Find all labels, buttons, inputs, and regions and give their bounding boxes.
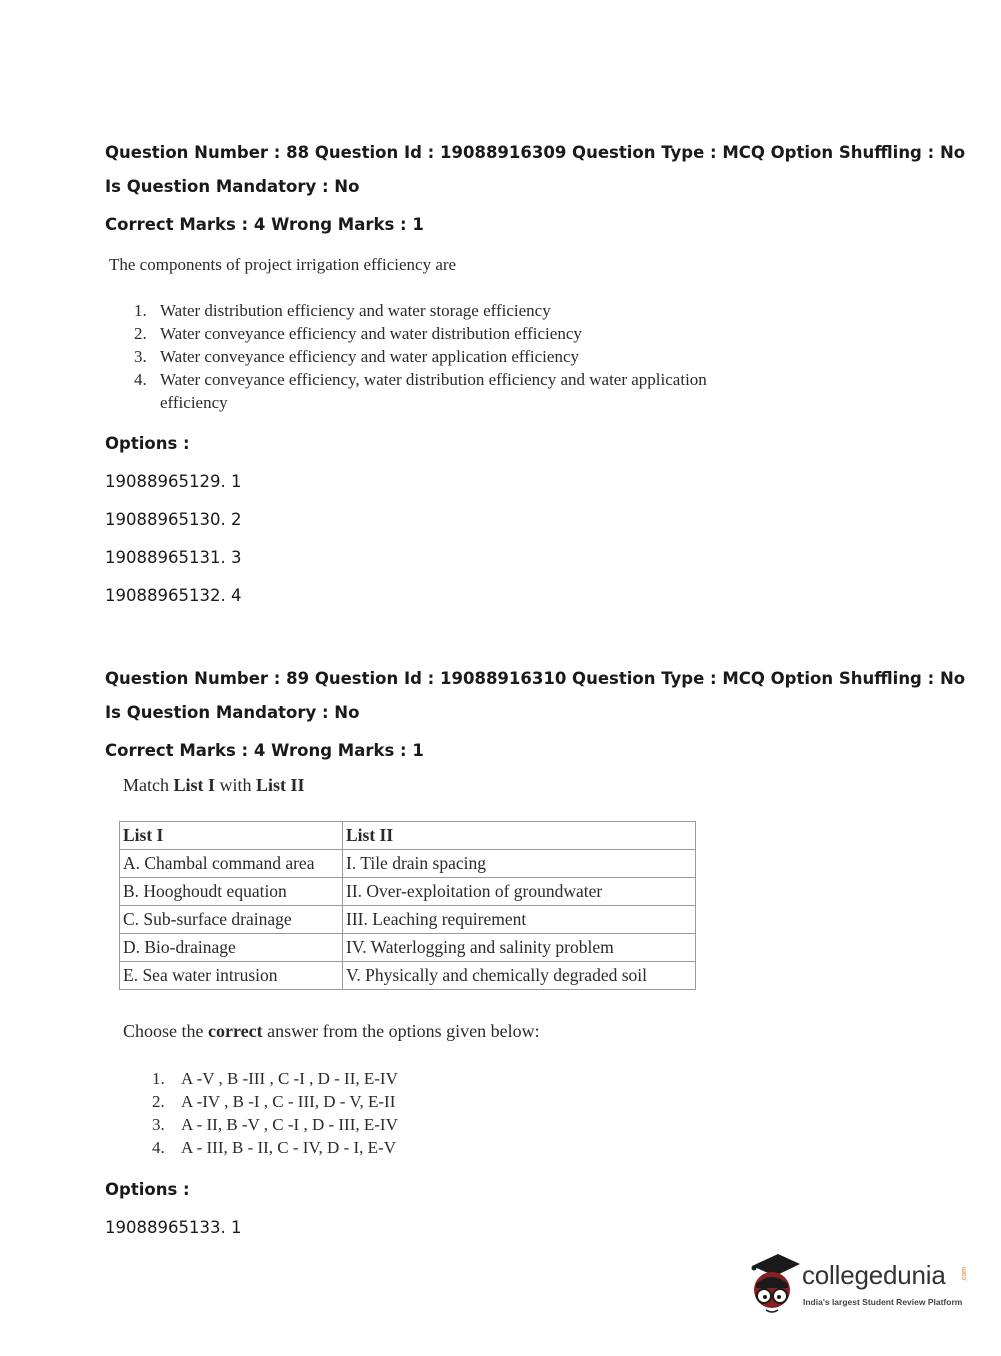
q89-choose-instruction: Choose the correct answer from the options given below:: [123, 1021, 540, 1041]
table-row: [120, 878, 696, 906]
q89-choices: [152, 1067, 552, 1159]
table-row: [120, 962, 696, 990]
q88-mandatory: Is Question Mandatory : No: [105, 177, 360, 196]
choice-item: 3. Water conveyance efficiency and water application efficiency: [134, 347, 579, 366]
choice-item: 4. Water conveyance efficiency, water distribution efficiency and water application efficiency: [134, 370, 707, 412]
table-row: [120, 850, 696, 878]
q88-header: Question Number : 88 Question Id : 19088916309 Question Type : MCQ Option Shuffling : No: [105, 143, 966, 162]
logo-tagline: India's largest Student Review Platform: [803, 1297, 963, 1307]
q88-option: 19088965131. 3: [105, 548, 242, 567]
q88-options-label: Options :: [105, 434, 190, 453]
choice-item: 1. A -V , B -III , C -I , D - II, E-IV: [152, 1069, 398, 1088]
table-cell: A. Chambal command area: [120, 850, 343, 878]
choice-item: 3. A - II, B -V , C -I , D - III, E-IV: [152, 1115, 398, 1134]
q88-marks: Correct Marks : 4 Wrong Marks : 1: [105, 215, 424, 234]
q88-option: 19088965132. 4: [105, 586, 242, 605]
choice-item: 1. Water distribution efficiency and water storage efficiency: [134, 301, 551, 320]
table-header-row: [120, 822, 696, 850]
q88-option: 19088965129. 1: [105, 472, 242, 491]
logo-com: .com: [961, 1267, 968, 1283]
choice-item: 2. Water conveyance efficiency and water distribution efficiency: [134, 324, 582, 343]
table-cell: II. Over-exploitation of groundwater: [343, 878, 696, 906]
table-cell: V. Physically and chemically degraded soil: [343, 962, 696, 990]
q88-stem: The components of project irrigation efficiency are: [109, 255, 457, 274]
table-cell: IV. Waterlogging and salinity problem: [343, 934, 696, 962]
table-row: [120, 906, 696, 934]
table-head-cell: List I: [120, 822, 343, 850]
mascot-icon: [742, 1250, 802, 1320]
q89-mandatory: Is Question Mandatory : No: [105, 703, 360, 722]
q89-header: Question Number : 89 Question Id : 19088916310 Question Type : MCQ Option Shuffling : No: [105, 669, 966, 688]
q89-match-table: [119, 821, 696, 990]
collegedunia-logo: [742, 1250, 972, 1320]
q89-options-label: Options :: [105, 1180, 190, 1199]
q89-option: 19088965133. 1: [105, 1218, 242, 1237]
table-cell: D. Bio-drainage: [120, 934, 343, 962]
table-cell: I. Tile drain spacing: [343, 850, 696, 878]
table-cell: C. Sub-surface drainage: [120, 906, 343, 934]
table-cell: E. Sea water intrusion: [120, 962, 343, 990]
logo-wordmark: collegedunia: [802, 1260, 946, 1290]
table-row: [120, 934, 696, 962]
table-cell: B. Hooghoudt equation: [120, 878, 343, 906]
choice-item: 4. A - III, B - II, C - IV, D - I, E-V: [152, 1138, 396, 1157]
choice-item: 2. A -IV , B -I , C - III, D - V, E-II: [152, 1092, 396, 1111]
q88-choices: [134, 299, 734, 414]
q89-marks: Correct Marks : 4 Wrong Marks : 1: [105, 741, 424, 760]
table-head-cell: List II: [343, 822, 696, 850]
table-cell: III. Leaching requirement: [343, 906, 696, 934]
q88-option: 19088965130. 2: [105, 510, 242, 529]
q89-stem: Match List I with List II: [123, 775, 305, 795]
